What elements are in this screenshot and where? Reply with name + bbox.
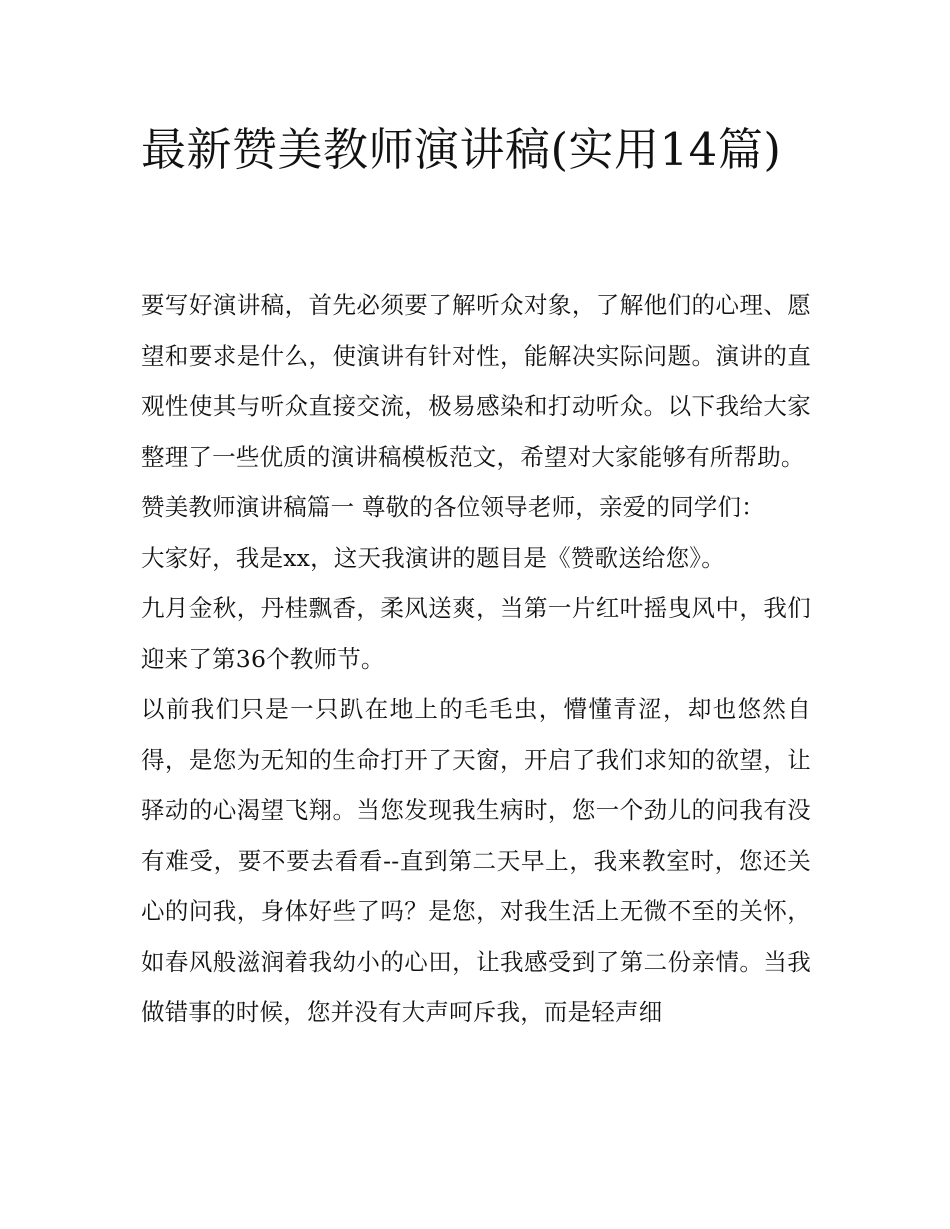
greeting-paragraph: 大家好，我是xx，这天我演讲的题目是《赞歌送给您》。 bbox=[141, 543, 725, 572]
intro-paragraph: 要写好演讲稿，首先必须要了解听众对象，了解他们的心理、愿望和要求是什么，使演讲有针对性，能解决实际问题。演讲的直观性使其与听众直接交流，极易感染和打动听众。以下我给大家整理了一些优质的演讲稿模板范文，希望对大家能够有所帮助。 bbox=[141, 291, 811, 471]
section-heading-paragraph: 赞美教师演讲稿篇一 尊敬的各位领导老师，亲爱的同学们： bbox=[141, 493, 765, 521]
season-paragraph: 九月金秋，丹桂飘香，柔风送爽，当第一片红叶摇曳风中，我们迎来了第36个教师节。 bbox=[141, 594, 811, 673]
document-title: 最新赞美教师演讲稿(实用14篇) bbox=[141, 123, 782, 176]
document-body bbox=[141, 280, 811, 1038]
story-paragraph: 以前我们只是一只趴在地上的毛毛虫，懵懂青涩，却也悠然自得，是您为无知的生命打开了天窗，开启了我们求知的欲望，让驿动的心渴望飞翔。当您发现我生病时，您一个劲儿的问我有没有难受，要不要去看看--直到第二天早上，我来教室时，您还关心的问我，身体好些了吗？是您，对我生活上无微不至的关怀，如春风般滋润着我幼小的心田，让我感受到了第二份亲情。当我做错事的时候，您并没有大声呵斥我，而是轻声细 bbox=[141, 695, 811, 1026]
